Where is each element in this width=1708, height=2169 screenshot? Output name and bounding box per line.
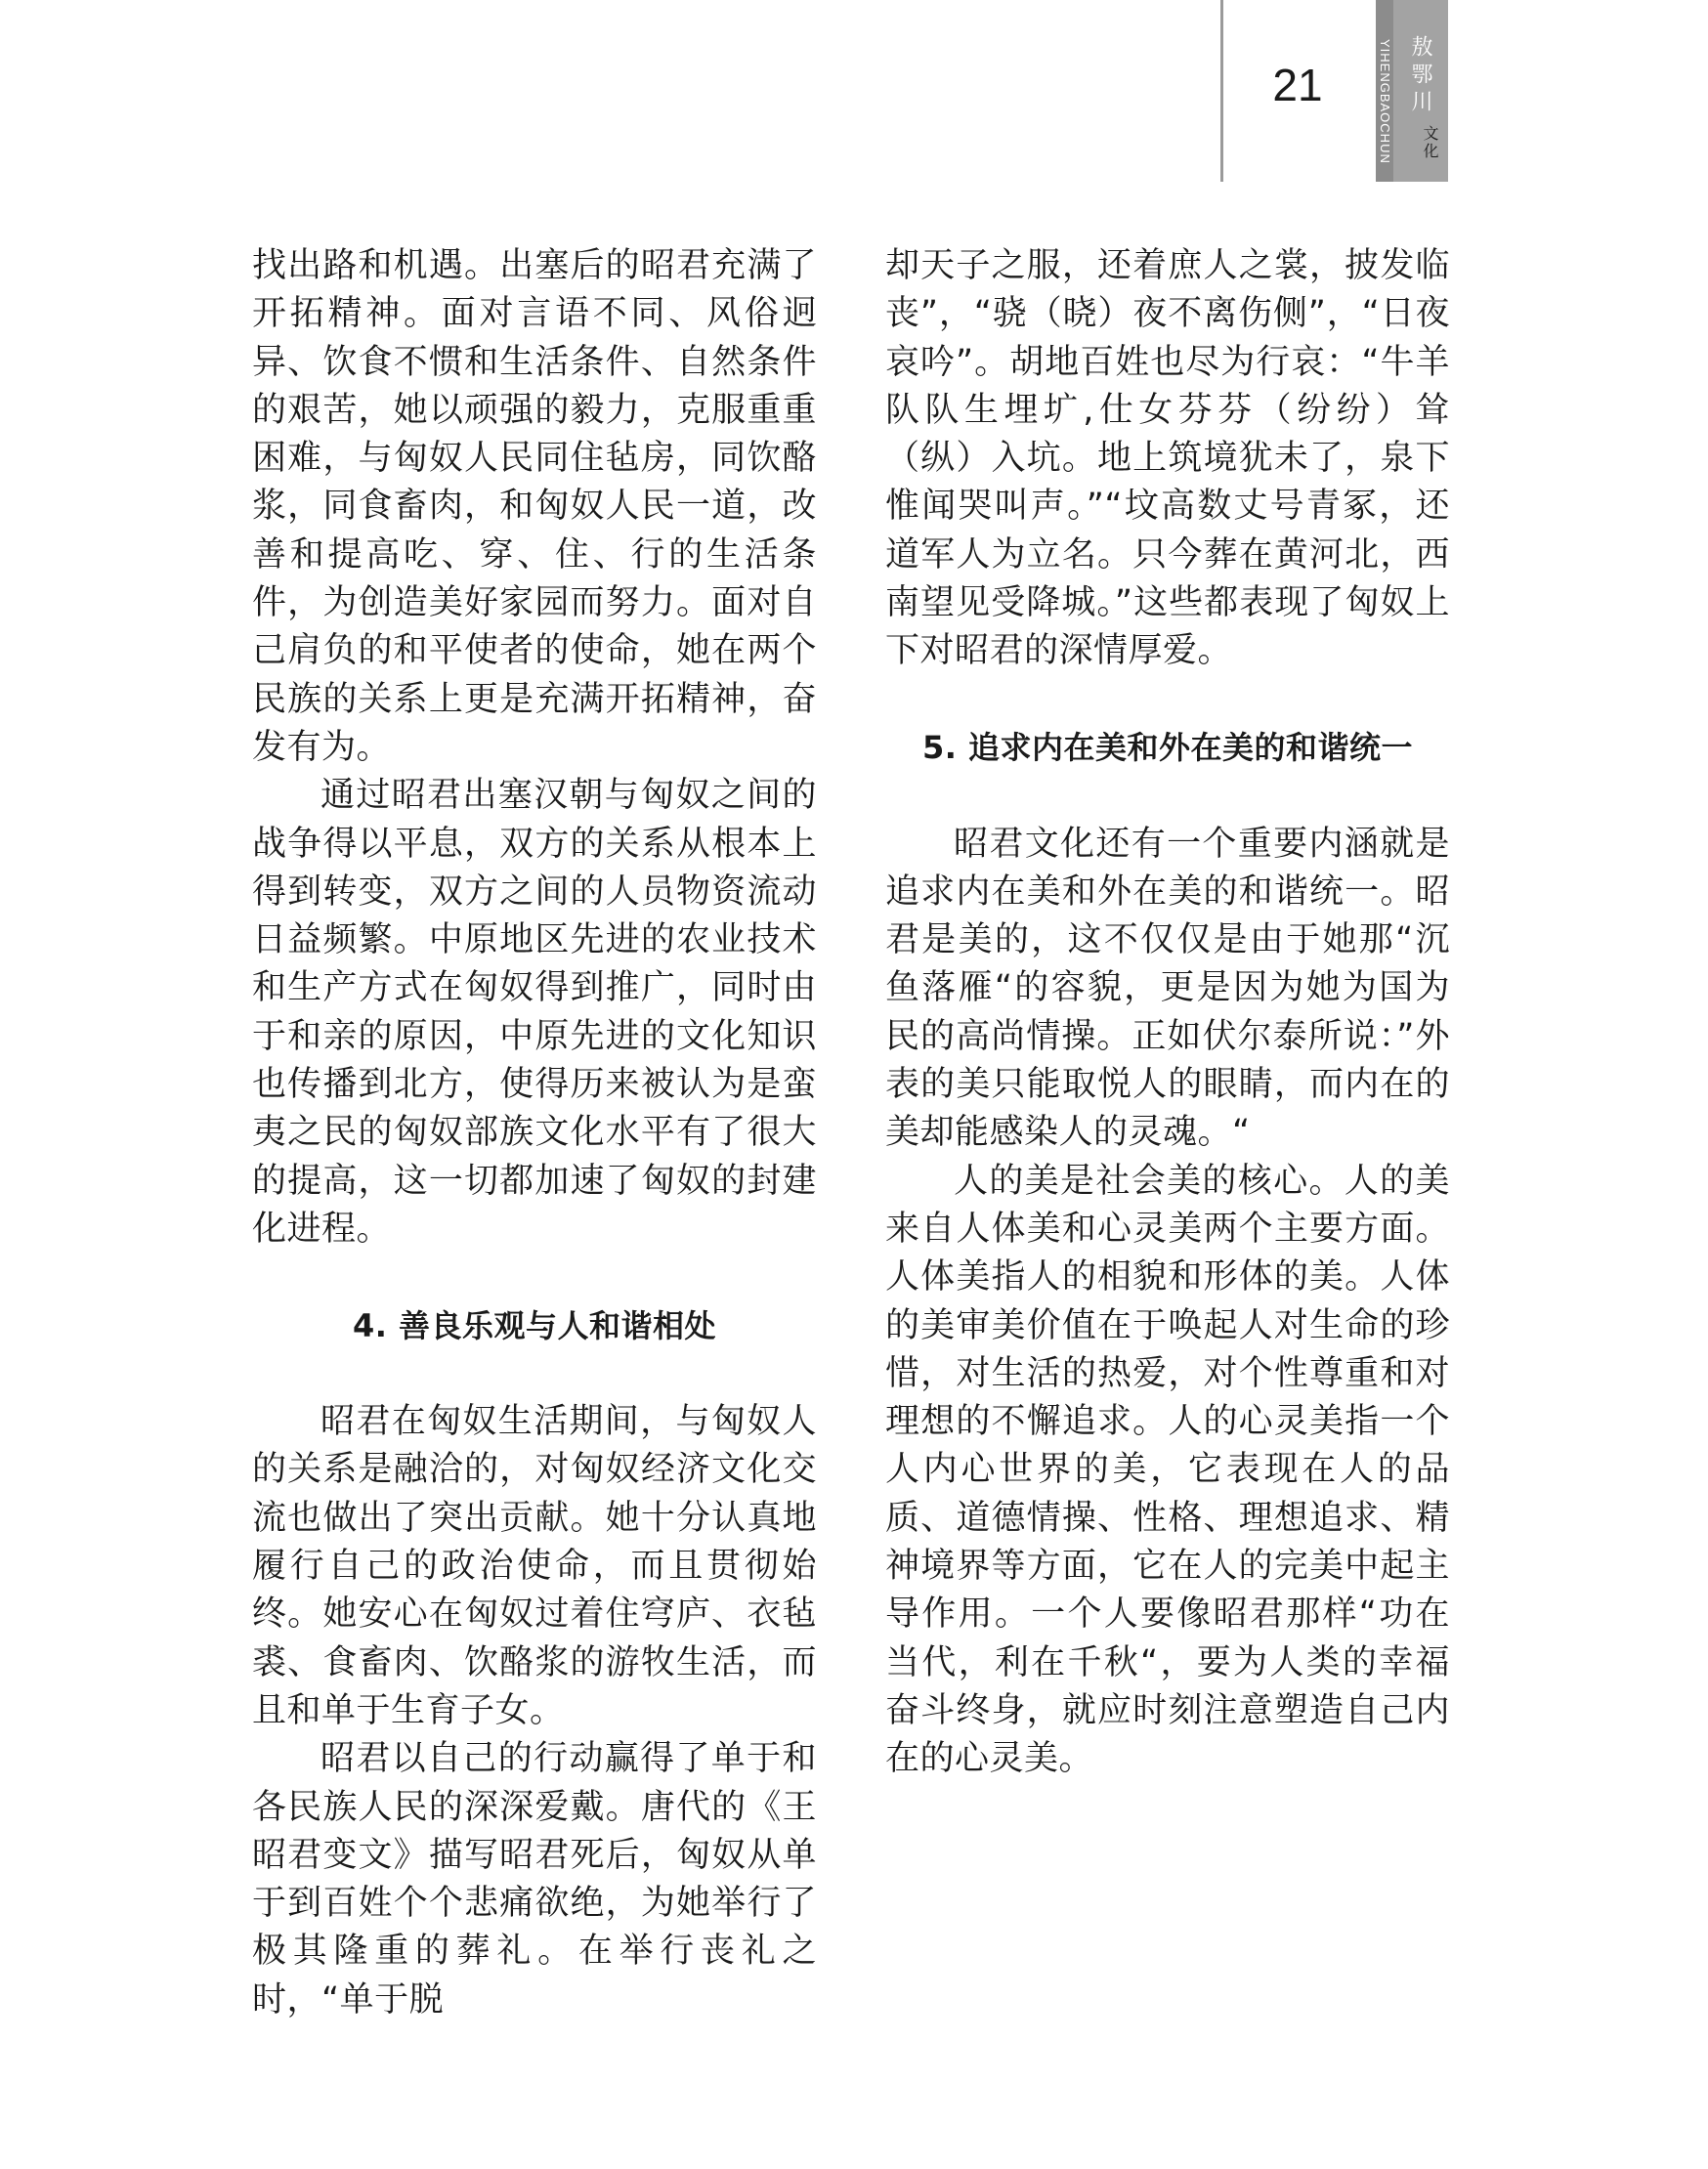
paragraph: 昭君文化还有一个重要内涵就是追求内在美和外在美的和谐统一。昭君是美的，这不仅仅是由于她那“沉鱼落雁“的容貌，更是因为她为国为民的高尚情操。正如伏尔泰所说：”外表的美只能取悦人的眼睛，而内在的美却能感染人的灵魂。“: [885, 824, 1450, 1153]
section-tab-latin: YIHENGBAOCHUN WENHUA: [1356, 39, 1392, 164]
right-column: [885, 242, 1450, 1784]
section-tab-label: 文化: [1421, 125, 1439, 160]
header-divider: [1220, 0, 1223, 182]
paragraph: 找出路和机遇。出塞后的昭君充满了开拓精神。面对言语不同、风俗迥异、饮食不惯和生活条件、自然条件的艰苦，她以顽强的毅力，克服重重困难，与匈奴人民同住毡房，同饮酪浆，同食畜肉，和匈奴人民一道，改善和提高吃、穿、住、行的生活条件，为创造美好家园而努力。面对自己肩负的和平使者的使命，她在两个民族的关系上更是充满开拓精神，奋发有为。: [252, 246, 817, 767]
left-column: [252, 242, 817, 2024]
section-heading-5: 5. 追求内在美和外在美的和谐统一: [921, 728, 1414, 766]
paragraph: 通过昭君出塞汉朝与匈奴之间的战争得以平息，双方的关系从根本上得到转变，双方之间的人员物资流动日益频繁。中原地区先进的农业技术和生产方式在匈奴得到推广，同时由于和亲的原因，中原先进的文化知识也传播到北方，使得历来被认为是蛮夷之民的匈奴部族文化水平有了很大的提高，这一切都加速了匈奴的封建化进程。: [252, 776, 817, 1249]
paragraph: 昭君在匈奴生活期间，与匈奴人的关系是融洽的，对匈奴经济文化交流也做出了突出贡献。她十分认真地履行自己的政治使命，而且贯彻始终。她安心在匈奴过着住穹庐、衣毡裘、食畜肉、饮酪浆的游牧生活，而且和单于生育子女。: [252, 1402, 817, 1730]
paragraph: 昭君以自己的行动赢得了单于和各民族人民的深深爱戴。唐代的《王昭君变文》描写昭君死后，匈奴从单于到百姓个个悲痛欲绝，为她举行了极其隆重的葬礼。在举行丧礼之时，“单于脱: [252, 1739, 817, 2020]
paragraph: 却天子之服，还着庶人之裳，披发临丧”，“骁（晓）夜不离伤侧”，“日夜哀吟”。胡地百姓也尽为行哀：“牛羊队队生埋圹,仕女芬芬（纷纷）耸（纵）入坑。地上筑境犹未了，泉下惟闻哭叫声。”“坟高数丈号青冢，还道军人为立名。只今葬在黄河北，西南望见受降城。”这些都表现了匈奴上下对昭君的深情厚爱。: [885, 246, 1450, 671]
section-tab-brand: 敖鄂川: [1408, 35, 1432, 117]
page-number: 21: [1272, 60, 1323, 110]
paragraph: 人的美是社会美的核心。人的美来自人体美和心灵美两个主要方面。人体美指人的相貌和形体的美。人体的美审美价值在于唤起人对生命的珍惜，对生活的热爱，对个性尊重和对理想的不懈追求。人的心灵美指一个人内心世界的美，它表现在人的品质、道德情操、性格、理想追求、精神境界等方面，它在人的完美中起主导作用。一个人要像昭君那样“功在当代，利在千秋“，要为人类的幸福奋斗终身，就应时刻注意塑造自己内在的心灵美。: [885, 1161, 1450, 1779]
section-heading-4: 4. 善良乐观与人和谐相处: [352, 1306, 717, 1344]
